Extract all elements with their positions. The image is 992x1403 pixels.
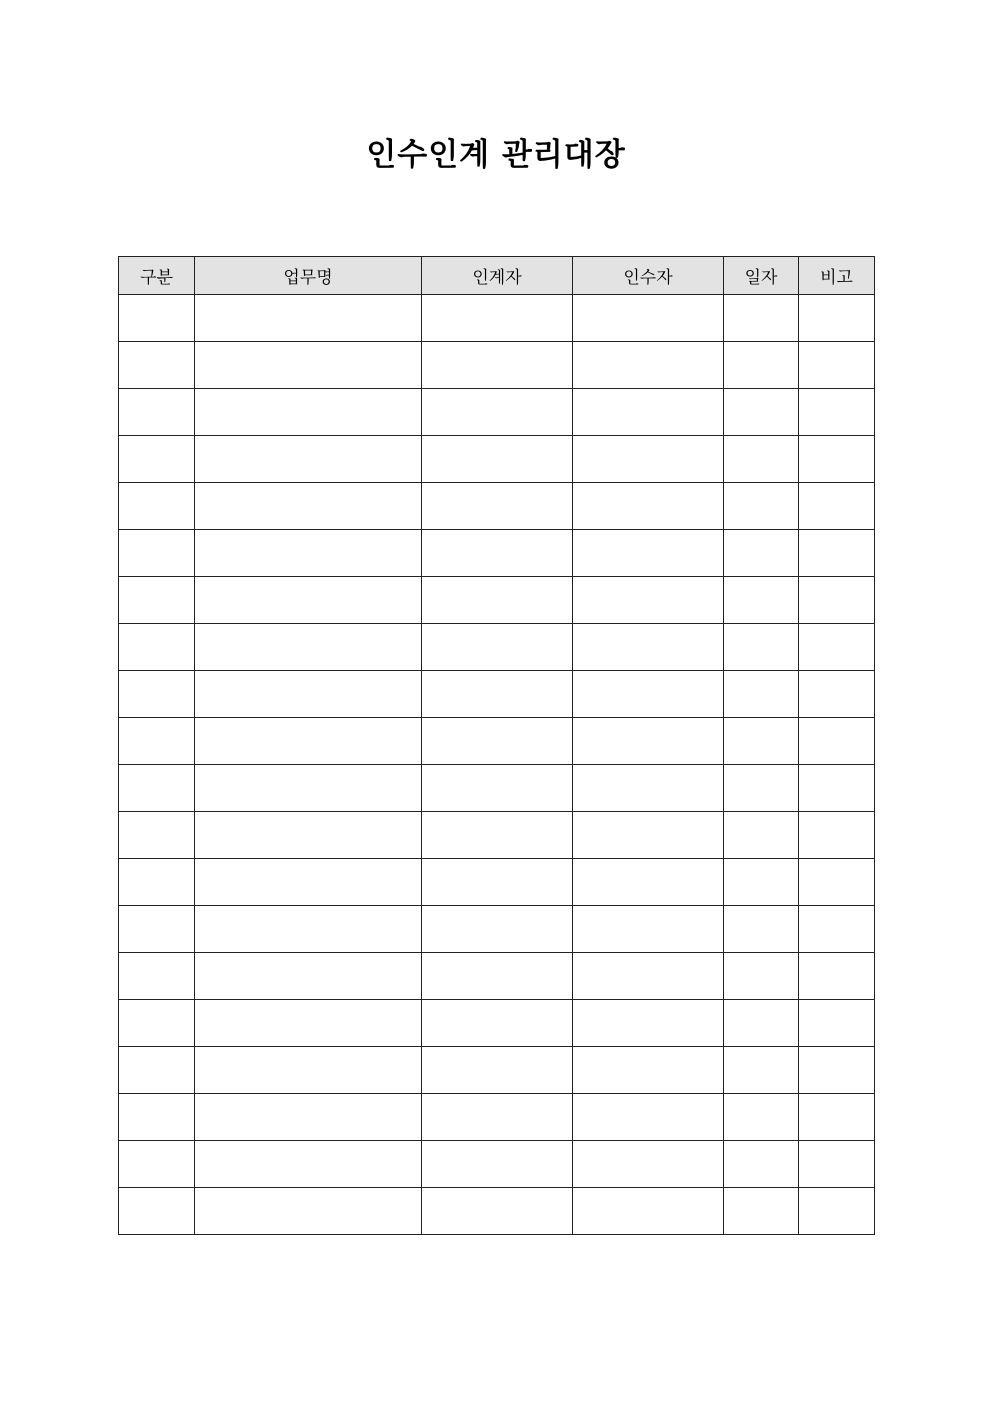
table-row (119, 812, 875, 859)
table-row (119, 765, 875, 812)
cell-handover-receiver[interactable] (573, 624, 724, 671)
cell-task-name[interactable] (195, 389, 422, 436)
cell-remarks[interactable] (799, 624, 875, 671)
handover-ledger-table (118, 256, 875, 1235)
cell-task-name[interactable] (195, 295, 422, 342)
cell-handover-receiver[interactable] (573, 765, 724, 812)
cell-handover-giver[interactable] (422, 389, 573, 436)
cell-date[interactable] (724, 1000, 799, 1047)
cell-remarks[interactable] (799, 577, 875, 624)
cell-category[interactable] (119, 389, 195, 436)
cell-handover-receiver[interactable] (573, 953, 724, 1000)
table-row (119, 1000, 875, 1047)
table-row (119, 1094, 875, 1141)
column-header-task-name: 업무명 (195, 257, 422, 295)
cell-handover-receiver[interactable] (573, 1000, 724, 1047)
cell-handover-giver[interactable] (422, 812, 573, 859)
cell-date[interactable] (724, 953, 799, 1000)
cell-category[interactable] (119, 577, 195, 624)
cell-date[interactable] (724, 483, 799, 530)
cell-remarks[interactable] (799, 718, 875, 765)
table-row (119, 389, 875, 436)
cell-remarks[interactable] (799, 906, 875, 953)
cell-category[interactable] (119, 624, 195, 671)
cell-handover-giver[interactable] (422, 295, 573, 342)
cell-category[interactable] (119, 483, 195, 530)
cell-remarks[interactable] (799, 342, 875, 389)
cell-handover-receiver[interactable] (573, 389, 724, 436)
cell-remarks[interactable] (799, 1141, 875, 1188)
cell-task-name[interactable] (195, 1188, 422, 1235)
cell-handover-giver[interactable] (422, 859, 573, 906)
column-header-date: 일자 (724, 257, 799, 295)
cell-handover-receiver[interactable] (573, 906, 724, 953)
column-header-category: 구분 (119, 257, 195, 295)
cell-remarks[interactable] (799, 483, 875, 530)
cell-handover-receiver[interactable] (573, 1188, 724, 1235)
cell-category[interactable] (119, 953, 195, 1000)
cell-task-name[interactable] (195, 436, 422, 483)
cell-category[interactable] (119, 436, 195, 483)
table-row (119, 953, 875, 1000)
table-row (119, 530, 875, 577)
table-row (119, 295, 875, 342)
cell-category[interactable] (119, 859, 195, 906)
page-title: 인수인계 관리대장 (366, 137, 626, 173)
cell-remarks[interactable] (799, 436, 875, 483)
cell-handover-giver[interactable] (422, 530, 573, 577)
cell-remarks[interactable] (799, 812, 875, 859)
cell-category[interactable] (119, 1141, 195, 1188)
cell-date[interactable] (724, 812, 799, 859)
cell-task-name[interactable] (195, 342, 422, 389)
cell-date[interactable] (724, 295, 799, 342)
cell-handover-receiver[interactable] (573, 1047, 724, 1094)
cell-task-name[interactable] (195, 483, 422, 530)
cell-handover-giver[interactable] (422, 436, 573, 483)
cell-remarks[interactable] (799, 1188, 875, 1235)
cell-category[interactable] (119, 342, 195, 389)
cell-handover-receiver[interactable] (573, 1094, 724, 1141)
cell-handover-giver[interactable] (422, 1141, 573, 1188)
cell-handover-giver[interactable] (422, 671, 573, 718)
cell-remarks[interactable] (799, 1000, 875, 1047)
cell-remarks[interactable] (799, 295, 875, 342)
cell-date[interactable] (724, 765, 799, 812)
cell-handover-giver[interactable] (422, 953, 573, 1000)
cell-category[interactable] (119, 295, 195, 342)
cell-handover-giver[interactable] (422, 483, 573, 530)
cell-category[interactable] (119, 1094, 195, 1141)
cell-handover-giver[interactable] (422, 1094, 573, 1141)
cell-remarks[interactable] (799, 1094, 875, 1141)
table-row (119, 718, 875, 765)
cell-task-name[interactable] (195, 812, 422, 859)
cell-handover-receiver[interactable] (573, 859, 724, 906)
table-body (119, 295, 875, 1235)
cell-remarks[interactable] (799, 671, 875, 718)
cell-date[interactable] (724, 718, 799, 765)
cell-remarks[interactable] (799, 530, 875, 577)
cell-handover-giver[interactable] (422, 1047, 573, 1094)
cell-date[interactable] (724, 1141, 799, 1188)
cell-date[interactable] (724, 342, 799, 389)
table-row (119, 624, 875, 671)
cell-category[interactable] (119, 1047, 195, 1094)
cell-task-name[interactable] (195, 953, 422, 1000)
cell-task-name[interactable] (195, 1141, 422, 1188)
cell-handover-receiver[interactable] (573, 718, 724, 765)
cell-category[interactable] (119, 530, 195, 577)
cell-date[interactable] (724, 436, 799, 483)
table-header-row (119, 257, 875, 295)
cell-category[interactable] (119, 906, 195, 953)
cell-date[interactable] (724, 1188, 799, 1235)
cell-handover-receiver[interactable] (573, 530, 724, 577)
cell-remarks[interactable] (799, 389, 875, 436)
cell-date[interactable] (724, 577, 799, 624)
cell-date[interactable] (724, 530, 799, 577)
cell-handover-receiver[interactable] (573, 1141, 724, 1188)
cell-task-name[interactable] (195, 906, 422, 953)
cell-date[interactable] (724, 1047, 799, 1094)
cell-category[interactable] (119, 671, 195, 718)
cell-task-name[interactable] (195, 624, 422, 671)
cell-handover-receiver[interactable] (573, 436, 724, 483)
cell-handover-giver[interactable] (422, 342, 573, 389)
cell-task-name[interactable] (195, 1094, 422, 1141)
cell-handover-giver[interactable] (422, 906, 573, 953)
cell-date[interactable] (724, 906, 799, 953)
cell-category[interactable] (119, 812, 195, 859)
table-row (119, 906, 875, 953)
table-row (119, 342, 875, 389)
cell-task-name[interactable] (195, 530, 422, 577)
table-row (119, 1188, 875, 1235)
cell-date[interactable] (724, 1094, 799, 1141)
cell-remarks[interactable] (799, 765, 875, 812)
cell-category[interactable] (119, 1000, 195, 1047)
cell-handover-giver[interactable] (422, 765, 573, 812)
cell-task-name[interactable] (195, 577, 422, 624)
column-header-handover-giver: 인계자 (422, 257, 573, 295)
cell-handover-giver[interactable] (422, 624, 573, 671)
cell-handover-receiver[interactable] (573, 342, 724, 389)
table-row (119, 1047, 875, 1094)
cell-handover-receiver[interactable] (573, 812, 724, 859)
cell-date[interactable] (724, 671, 799, 718)
cell-task-name[interactable] (195, 859, 422, 906)
table-row (119, 859, 875, 906)
cell-handover-giver[interactable] (422, 577, 573, 624)
cell-handover-giver[interactable] (422, 718, 573, 765)
cell-handover-receiver[interactable] (573, 671, 724, 718)
cell-date[interactable] (724, 624, 799, 671)
cell-category[interactable] (119, 765, 195, 812)
cell-date[interactable] (724, 859, 799, 906)
table-row (119, 1141, 875, 1188)
cell-date[interactable] (724, 389, 799, 436)
table-row (119, 483, 875, 530)
cell-handover-receiver[interactable] (573, 295, 724, 342)
table-row (119, 671, 875, 718)
cell-handover-receiver[interactable] (573, 577, 724, 624)
cell-task-name[interactable] (195, 1047, 422, 1094)
cell-task-name[interactable] (195, 671, 422, 718)
column-header-remarks: 비고 (799, 257, 875, 295)
cell-handover-receiver[interactable] (573, 483, 724, 530)
cell-category[interactable] (119, 1188, 195, 1235)
cell-task-name[interactable] (195, 1000, 422, 1047)
cell-handover-giver[interactable] (422, 1000, 573, 1047)
table-row (119, 577, 875, 624)
cell-remarks[interactable] (799, 953, 875, 1000)
cell-task-name[interactable] (195, 718, 422, 765)
cell-task-name[interactable] (195, 765, 422, 812)
cell-handover-giver[interactable] (422, 1188, 573, 1235)
table-row (119, 436, 875, 483)
cell-remarks[interactable] (799, 859, 875, 906)
cell-remarks[interactable] (799, 1047, 875, 1094)
cell-category[interactable] (119, 718, 195, 765)
column-header-handover-receiver: 인수자 (573, 257, 724, 295)
